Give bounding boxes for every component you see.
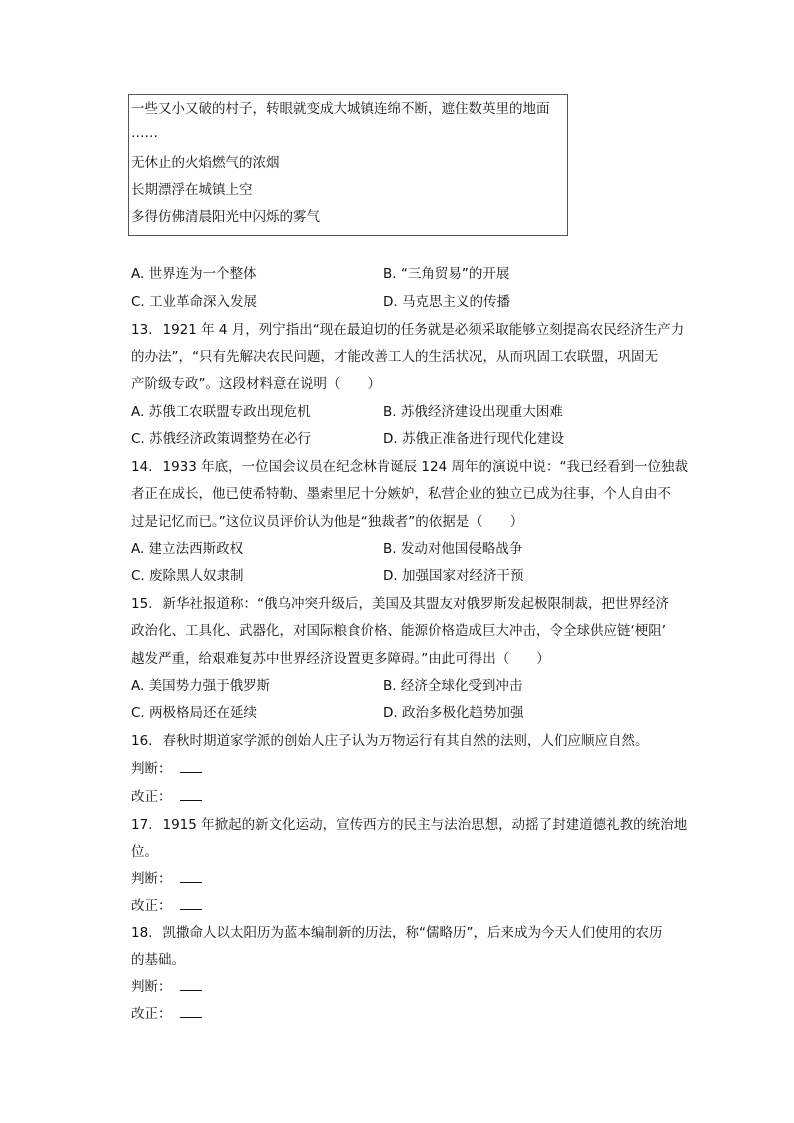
option-c[interactable]: C. 苏俄经济政策调整势在必行 xyxy=(131,431,312,447)
question-number: 16. xyxy=(131,733,153,749)
judge-label: 判断： xyxy=(131,979,172,995)
poem-line: 无休止的火焰燃气的浓烟 xyxy=(131,155,280,171)
question-13-text: 13. 1921 年 4 月，列宁指出“现在最迫切的任务就是必须采取能够立刻提高农民经济生产力 xyxy=(131,322,685,338)
question-number: 13. xyxy=(131,322,153,338)
poem-line: …… xyxy=(131,125,158,141)
question-text-line: 的基础。 xyxy=(131,952,185,968)
judge-blank[interactable] xyxy=(180,870,202,883)
judge-blank[interactable] xyxy=(180,760,202,773)
question-text-line: 者正在成长，他已使希特勒、墨索里尼十分嫉妒，私营企业的独立已成为往事，个人自由不 xyxy=(131,486,671,502)
option-b[interactable]: B. “三角贸易”的开展 xyxy=(383,266,510,282)
judge-row xyxy=(131,977,202,997)
question-text-line: 过是记忆而已。”这位议员评价认为他是“独裁者”的依据是（ ） xyxy=(131,514,524,530)
judge-label: 判断： xyxy=(131,871,172,887)
question-number: 17. xyxy=(131,817,153,833)
question-17-text: 17. 1915 年掀起的新文化运动，宣传西方的民主与法治思想，动摇了封建道德礼教的统治地 xyxy=(131,817,688,833)
correct-label: 改正： xyxy=(131,1006,172,1022)
option-c[interactable]: C. 废除黑人奴隶制 xyxy=(131,568,244,584)
poem-line: 一些又小又破的村子，转眼就变成大城镇连绵不断，遮住数英里的地面 xyxy=(131,101,550,117)
option-a[interactable]: A. 世界连为一个整体 xyxy=(131,266,257,282)
option-b[interactable]: B. 经济全球化受到冲击 xyxy=(383,678,523,694)
question-text-line: 的办法”，“只有先解决农民问题，才能改善工人的生活状况，从而巩固工农联盟，巩固无 xyxy=(131,349,658,365)
question-number: 14. xyxy=(131,459,153,475)
option-d[interactable]: D. 政治多极化趋势加强 xyxy=(383,705,524,721)
question-text-line: 位。 xyxy=(131,844,158,860)
correct-blank[interactable] xyxy=(180,788,202,801)
correct-row xyxy=(131,787,202,807)
option-a[interactable]: A. 建立法西斯政权 xyxy=(131,541,244,557)
option-c[interactable]: C. 工业革命深入发展 xyxy=(131,294,258,310)
question-text-line: 越发严重，给艰难复苏中世界经济设置更多障碍。”由此可得出（ ） xyxy=(131,651,550,667)
option-c[interactable]: C. 两极格局还在延续 xyxy=(131,705,258,721)
correct-label: 改正： xyxy=(131,789,172,805)
judge-row xyxy=(131,759,202,779)
question-number: 18. xyxy=(131,925,153,941)
option-b[interactable]: B. 苏俄经济建设出现重大困难 xyxy=(383,404,563,420)
option-a[interactable]: A. 苏俄工农联盟专政出现危机 xyxy=(131,404,311,420)
correct-row xyxy=(131,896,202,916)
question-number: 15. xyxy=(131,596,153,612)
question-18-text: 18. 凯撒命人以太阳历为蓝本编制新的历法，称“儒略历”，后来成为今天人们使用的农历 xyxy=(131,925,663,941)
judge-label: 判断： xyxy=(131,761,172,777)
correct-row xyxy=(131,1004,202,1024)
option-d[interactable]: D. 马克思主义的传播 xyxy=(383,294,510,310)
correct-blank[interactable] xyxy=(180,897,202,910)
question-14-text: 14. 1933 年底，一位国会议员在纪念林肯诞辰 124 周年的演说中说：“我已经看到一位独裁 xyxy=(131,459,688,475)
poem-box xyxy=(128,94,568,236)
option-a[interactable]: A. 美国势力强于俄罗斯 xyxy=(131,678,271,694)
option-d[interactable]: D. 加强国家对经济干预 xyxy=(383,568,524,584)
question-15-text: 15. 新华社报道称：“俄乌冲突升级后，美国及其盟友对俄罗斯发起极限制裁，把世界经济 xyxy=(131,596,669,612)
poem-line: 长期漂浮在城镇上空 xyxy=(131,182,253,198)
judge-blank[interactable] xyxy=(180,978,202,991)
poem-line: 多得仿佛清晨阳光中闪烁的雾气 xyxy=(131,209,320,225)
question-16-text: 16. 春秋时期道家学派的创始人庄子认为万物运行有其自然的法则，人们应顺应自然。 xyxy=(131,733,649,749)
question-text-line: 产阶级专政”。这段材料意在说明（ ） xyxy=(131,376,381,392)
option-d[interactable]: D. 苏俄正准备进行现代化建设 xyxy=(383,431,564,447)
option-b[interactable]: B. 发动对他国侵略战争 xyxy=(383,541,523,557)
correct-label: 改正： xyxy=(131,898,172,914)
judge-row xyxy=(131,869,202,889)
correct-blank[interactable] xyxy=(180,1005,202,1018)
question-text-line: 政治化、工具化、武器化，对国际粮食价格、能源价格造成巨大冲击，令全球供应链‘梗阻’ xyxy=(131,623,667,639)
